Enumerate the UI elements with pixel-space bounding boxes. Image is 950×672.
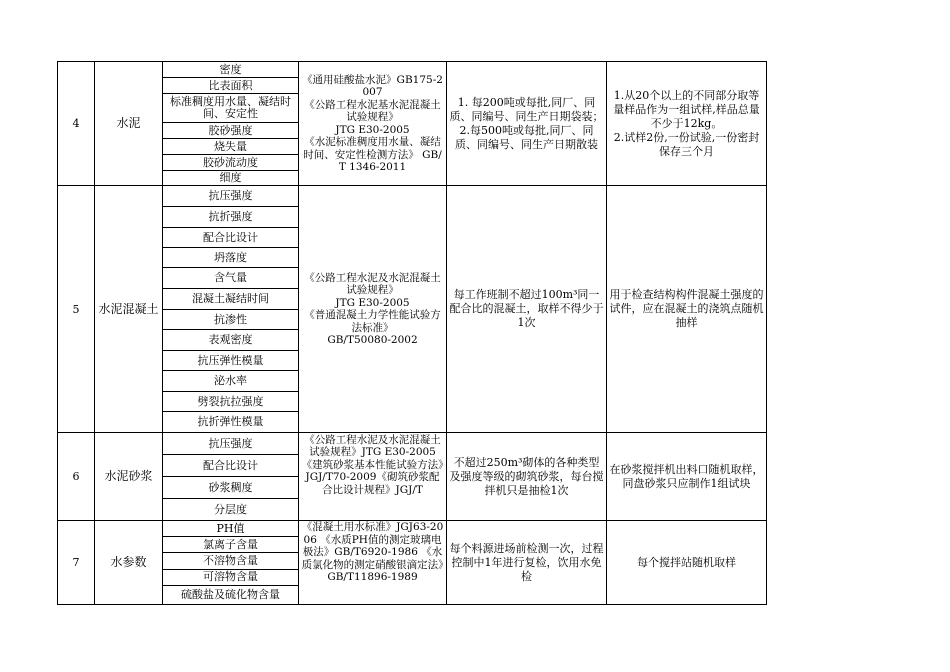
inspection-table — [57, 61, 767, 605]
test-item: 泌水率 — [163, 371, 299, 392]
table-row — [58, 186, 767, 207]
section-number: 7 — [58, 521, 95, 605]
test-item: 氯离子含量 — [163, 537, 299, 553]
section-name: 水泥 — [95, 62, 163, 186]
table-row — [58, 521, 767, 537]
section-name: 水泥砂浆 — [95, 433, 163, 521]
section-number: 6 — [58, 433, 95, 521]
section-name: 水参数 — [95, 521, 163, 605]
test-item: 含气量 — [163, 268, 299, 289]
method-cell: 在砂浆搅拌机出料口随机取样，同盘砂浆只应制作1组试块 — [607, 433, 767, 521]
frequency-cell: 每个料源进场前检测一次，过程控制中1年进行复检，饮用水免检 — [447, 521, 607, 605]
test-item: 混凝土凝结时间 — [163, 289, 299, 310]
test-item: PH值 — [163, 521, 299, 537]
test-item: 不溶物含量 — [163, 553, 299, 569]
inspection-sheet — [57, 61, 767, 605]
section-number: 5 — [58, 186, 95, 433]
test-item: 配合比设计 — [163, 228, 299, 248]
test-item: 坍落度 — [163, 248, 299, 268]
method-cell: 1.从20个以上的不同部分取等量样品作为一组试样,样品总量不少于12kg。 2.试样2份,一份试验,一份密封保存三个月 — [607, 62, 767, 186]
test-item: 抗渗性 — [163, 310, 299, 330]
table-row — [58, 62, 767, 78]
test-item: 抗折强度 — [163, 207, 299, 228]
test-item: 抗折弹性模量 — [163, 412, 299, 433]
test-item: 抗压强度 — [163, 433, 299, 455]
test-item: 胶砂强度 — [163, 123, 299, 139]
test-item: 密度 — [163, 62, 299, 78]
test-item: 抗压强度 — [163, 186, 299, 207]
frequency-cell: 每工作班制不超过100m³同一配合比的混凝土，取样不得少于1次 — [447, 186, 607, 433]
test-item: 标准稠度用水量、凝结时间、安定性 — [163, 94, 299, 123]
test-item: 抗压弹性模量 — [163, 351, 299, 371]
test-item: 表观密度 — [163, 330, 299, 351]
standard-cell — [299, 521, 447, 605]
table-row — [58, 433, 767, 455]
test-item: 细度 — [163, 171, 299, 186]
method-cell: 每个搅拌站随机取样 — [607, 521, 767, 605]
test-item: 胶砂流动度 — [163, 155, 299, 171]
test-item: 分层度 — [163, 499, 299, 521]
standard-text: 《混凝土用水标准》JGJ63-2006 《水质PH值的测定玻璃电极法》GB/T6920-1986 《水质氯化物的测定硝酸银滴定法》GB/T11896-1989 — [301, 521, 444, 583]
standard-text: 《公路工程水泥及水泥混凝土试验规程》JTG E30-2005 《建筑砂浆基本性能试验方法》JGJ/T70-2009《砌筑砂浆配合比设计规程》JGJ/T — [301, 433, 444, 496]
test-item: 砂浆稠度 — [163, 477, 299, 499]
method-cell: 用于检查结构构件混凝土强度的试件，应在混凝土的浇筑点随机抽样 — [607, 186, 767, 433]
section-name: 水泥混凝土 — [95, 186, 163, 433]
section-number: 4 — [58, 62, 95, 186]
test-item: 比表面积 — [163, 78, 299, 94]
standard-cell — [299, 433, 447, 521]
test-item: 硫酸盐及硫化物含量 — [163, 585, 299, 604]
standard-cell: 《通用硅酸盐水泥》GB175-2007 《公路工程水泥基水泥混凝土试验规程》 JTG E30-2005 《水泥标准稠度用水量、凝结时间、安定性检测方法》 GB/T 1346-2011 — [299, 62, 447, 186]
test-item: 劈裂抗拉强度 — [163, 392, 299, 412]
standard-cell: 《公路工程水泥及水泥混凝土试验规程》 JTG E30-2005 《普通混凝土力学性能试验方法标准》 GB/T50080-2002 — [299, 186, 447, 433]
frequency-cell: 不超过250m³砌体的各种类型及强度等级的砌筑砂浆，每台搅拌机只是抽检1次 — [447, 433, 607, 521]
test-item: 烧失量 — [163, 139, 299, 155]
test-item: 可溶物含量 — [163, 569, 299, 585]
frequency-cell: 1. 每200吨或每批,同厂、同质、同编号、同生产日期袋装； 2.每500吨或每批,同厂、同质、同编号、同生产日期散装 — [447, 62, 607, 186]
test-item: 配合比设计 — [163, 455, 299, 477]
